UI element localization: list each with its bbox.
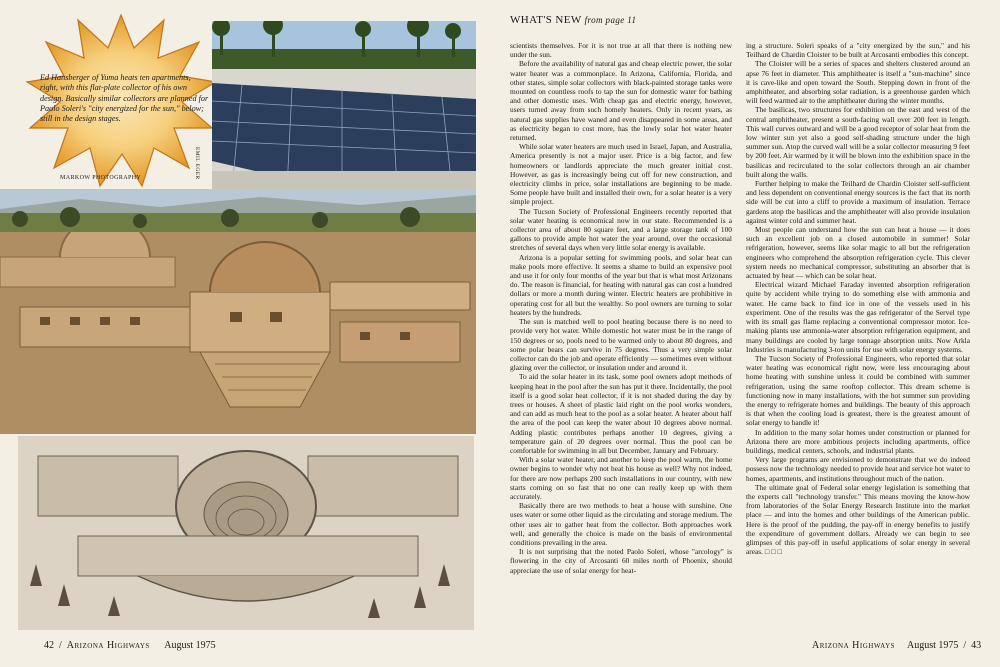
paragraph: The Tucson Society of Professional Engineers recently reported that solar water heating is economical now in our state. Recommended is a collector area of about 80 square feet, and a large storage tank of 100 gallons to provide ample hot water the year around, over the occasional stretches of several days when very little solar energy is available. [510,206,732,253]
photo-caption: Ed Hansberger of Yuma heats ten apartments, right, with this flat-plate collector of his own design. Basically similar collectors are planned for Paolo Soleri's "city energized for the sun," below; still in the design stages. [40,73,209,124]
paragraph: Very large programs are envisioned to demonstrate that we do indeed possess now the technology needed to provide heat and service hot water to homes, apartments, and institutions throughout much of the nation. [746,455,970,483]
right-folio: Arizona Highways August 1975 / 43 [812,640,982,651]
section-title: WHAT'S NEW [510,14,582,26]
arcosanti-model-photo [0,232,476,434]
paragraph: Electrical wizard Michael Faraday invented absorption refrigeration quite by accident while trying to do something else with ammonia and water. He came back to find ice in one of the vessels used in his experiment. One of the results was the gas refrigerator of the Servel type with its small gas flame replacing a conventional compressor motor. Ice-making plants use ammonia-water absorption refrigeration equipment, and many buildings are cooled by large tonnage absorption units. Now Arkla Industries is manufacturing 3-ton units for use with solar energy systems. [746,280,970,354]
article-column-2 [746,41,970,639]
paragraph: scientists themselves. For it is not true at all that there is nothing new under the sun. [510,41,732,60]
left-magazine-name: Arizona Highways [66,640,150,651]
right-issue-date: August 1975 [906,640,959,651]
paragraph: Before the availability of natural gas and cheap electric power, the solar water heater was a commonplace. In Arizona, California, Florida, and other states, simple solar collectors with black-painted storage tanks were mounted on countless roofs to tap the sun for domestic water for bathing and other domestic uses. With cheap gas and electric energy, however, users turned away from such homely heaters. Only in recent years, as natural gas supplies have waned and even disappeared in some areas, and as electricity began to cost more, has the lowly solar hot water heater returned. [510,59,732,143]
article-column-1 [510,41,732,639]
paragraph: The Tucson Society of Professional Engineers, who reported that solar water heating was economical right now, were less encouraging about home heating with sunshine unless it could be combined with summer refrigeration, using the same rooftop collector. This dream scheme is functioning now in many installations, with the hot summer sun providing the energy to refrigerate homes and buildings. The beauty of this approach is that when the cooling load is greatest, there is the greatest amount of solar energy to handle it! [746,353,970,428]
paragraph: With a solar water heater, and another to keep the pool warm, the home owner begins to wonder why not heat his house as well? Why not indeed, for there are now perhaps 200 such installations in our country, with new starts coming on so fast that no one can really keep up with them accurately. [510,455,732,501]
left-issue-date: August 1975 [164,640,216,651]
photo-credit-right: EMIL EGER [194,147,200,180]
right-magazine-name: Arizona Highways [812,640,896,651]
paragraph: While solar water heaters are much used in Israel, Japan, and Australia, America presently is not a major user. Price is a big factor, and few homeowners or landlords appreciate the much greater initial cost. However, as gas is increasingly being cut off for new construction, and electricity climbs in price, solar installations are beginning to be made. Some people have built and installed their own, for a solar heater is a very simple project. [510,142,732,207]
paragraph: Most people can understand how the sun can heat a house — it does such an excellent job on a closed automobile in summer! Solar refrigeration, however, seems like solar magic to all but the refrigeration engineers who comprehend the absorption refrigeration cycle. This clever system needs no mechanical compressor, substituting an absorber that is actuated by heat — which can be solar heat. [746,225,970,281]
paragraph: Further helping to make the Teilhard de Chardin Cloister self-sufficient and less dependent on conventional energy sources is the fact that its north side will be cut into a cliff to provide a maximum of insulation. Terrace gardens atop the basilicas and the amphitheater will also provide insulation against winter cold and summer heat. [746,179,970,225]
paragraph: The basilicas, two structures for exhibition on the east and west of the central amphitheater, present a south-facing wall over 200 feet in length. This wall curves outward and will be a good receptor of solar heat from the low winter sun yet also a good self-shading structure under the high summer sun. Atop the curved wall will be a solar collector measuring 9 feet by 200 feet. Air warmed by it will be blown into the exhibition space in the basilicas and recirculated to the solar collectors through an air chamber built along the walls. [746,105,970,179]
paragraph: The Cloister will be a series of spaces and shelters clustered around an apse 76 feet in diameter. This amphitheater is itself a "sun-machine" since it is cave-like and open toward the South. Stepping down in front of the amphitheater, and absorbing solar radiation, is a greenhouse garden which will feed warmed air to the amphitheater during the winter months. [746,59,970,106]
continued-from: from page 11 [584,15,637,25]
paragraph: The ultimate goal of Federal solar energy legislation is something that the experts call "technology transfer." This means moving the know-how from laboratories of the Solar Energy Research Institute into the market place — and into the homes and other buildings of the American public. Here is the proof of the pudding, the pay-off in energy benefits to justify the expenditure of government dollars. Already we can begin to see glimpses of this pay-off in useful applications of solar energy in several areas. □ □ □ [746,482,970,557]
paragraph: In addition to the many solar homes under construction or planned for Arizona there are more ambitious projects including apartments, office buildings, medical centers, schools, and industrial plants. [746,427,970,455]
cloister-site-model-photo [18,436,474,630]
left-page-number: 42 [44,640,54,651]
paragraph: The sun is matched well to pool heating because there is no need to provide very hot water. While domestic hot water must be in the range of 150 degrees or so, pools need to be warmed only to about 80 degrees, and some polar bears can survive in 75 degrees. Thus a very simple solar collector can do the job and operate efficiently — sometimes even without glazing over the collector, or insulation under and around it. [510,317,732,373]
paragraph: Basically there are two methods to heat a house with sunshine. One uses water or some other liquid as the circulating and storage medium. The other uses air to gather heat from the collector. Both approaches work well, and generally the choice is made on the basis of environmental conditions prevailing in the area. [510,501,732,547]
paragraph: It is not surprising that the noted Paolo Soleri, whose "arcology" is flowering in the city of Arcosanti 60 miles north of Phoenix, should appreciate the use of solar energy for heat- [510,547,732,575]
paragraph: ing a structure. Soleri speaks of a "city energized by the sun," and his Teilhard de Chardin Cloister to be built at Arcosanti embodies this concept. [746,41,970,60]
paragraph: To aid the solar heater in its task, some pool owners adopt methods of keeping heat in the pool after the sun has put it there. Incidentally, the pool itself is a good solar heat collector, if it is not shaded during the day by trees or houses. A sheet of plastic laid right on the pool works wonders, and can add as much heat to the pool as a solar heater. A heater about half the area of the pool can keep the water about 10 degrees above normal. Adding plastic contributes perhaps another 10 degrees, giving a temperature gain of 20 degrees over normal. Thus the pool can be comfortable for swimming in all but December, January and February. [510,372,732,455]
solar-collector-photo [212,21,476,189]
right-page-number: 43 [971,640,982,651]
section-header [510,14,636,26]
left-folio: 42 / Arizona Highways August 1975 [44,640,216,651]
paragraph: Arizona is a popular setting for swimming pools, and solar heat can make pools more effective. It seems a shame to build an expensive pool and use it for only four months of the year but that is what most Arizonans do. The reason is financial, for heating with natural gas can cost a hundred dollars or more a month during winter. Electric heaters are prohibitive in operating cost for all but the wealthy. So pool owners are turning to solar heaters by the hundreds. [510,252,732,317]
photo-credit-left: MARKOW PHOTOGRAPHY [60,175,142,181]
